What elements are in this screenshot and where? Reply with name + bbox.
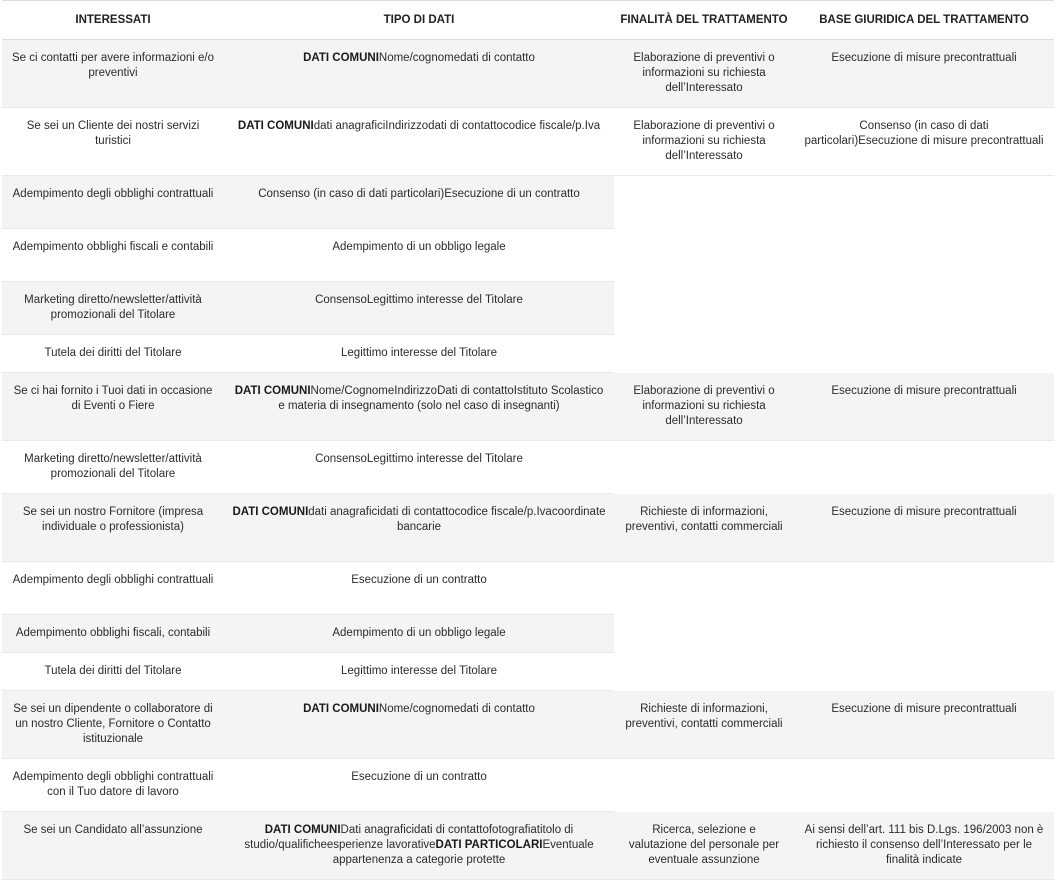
cell-interessati: Tutela dei diritti del Titolare [2,653,224,691]
cell-empty [794,176,1054,229]
cell-empty [794,653,1054,691]
cell-interessati: Se sei un dipendente o collaboratore di un nostro Cliente, Fornitore o Contatto istituzionale [2,691,224,759]
cell-tipo: ConsensoLegittimo interesse del Titolare [224,441,614,494]
cell-interessati: Se sei un Cliente dei nostri servizi turistici [2,108,224,176]
cell-finalita: Elaborazione di preventivi o informazioni su richiesta dell’Interessato [614,108,794,176]
header-finalita: FINALITÀ DEL TRATTAMENTO [614,1,794,40]
cell-tipo-text: Dati anagraficidati di contattofotografiatitolo di studio/qualificheesperienze lavorative [244,824,574,851]
tag-dati-particolari: DATI PARTICOLARI [435,839,543,851]
cell-tipo-text: dati anagraficidati di contattocodice fiscale/p.Ivacoordinate bancarie [308,506,606,533]
cell-base: Esecuzione di misure precontrattuali [794,494,1054,562]
cell-finalita: Richieste di informazioni, preventivi, contatti commerciali [614,691,794,759]
cell-empty [614,282,794,335]
cell-empty [614,335,794,373]
table-row [2,40,1054,108]
cell-empty [794,759,1054,812]
cell-empty [614,176,794,229]
cell-tipo: Consenso (in caso di dati particolari)Esecuzione di un contratto [224,176,614,229]
cell-tipo-text: Nome/CognomeIndirizzoDati di contattoIstituto Scolastico e materia di insegnamento (solo nel caso di insegnanti) [278,385,604,412]
cell-interessati: Se ci hai fornito i Tuoi dati in occasione di Eventi o Fiere [2,373,224,441]
cell-tipo-text: dati anagraficiIndirizzodati di contattocodice fiscale/p.Iva [313,120,601,132]
table-row [2,691,1054,759]
table-row [2,615,1054,653]
cell-base: Consenso (in caso di dati particolari)Esecuzione di misure precontrattuali [794,108,1054,176]
table-row [2,562,1054,615]
table-row [2,812,1054,880]
cell-tipo: Esecuzione di un contratto [224,562,614,615]
cell-finalita: Elaborazione di preventivi o informazioni su richiesta dell’Interessato [614,40,794,108]
cell-tipo: Adempimento di un obbligo legale [224,615,614,653]
cell-interessati: Adempimento degli obblighi contrattuali [2,562,224,615]
cell-tipo: ConsensoLegittimo interesse del Titolare [224,282,614,335]
cell-empty [794,615,1054,653]
cell-tipo: Legittimo interesse del Titolare [224,335,614,373]
cell-tipo: Esecuzione di un contratto [224,759,614,812]
cell-tipo [224,373,614,441]
cell-interessati: Tutela dei diritti del Titolare [2,335,224,373]
cell-tipo: Adempimento di un obbligo legale [224,229,614,282]
table-row [2,653,1054,691]
cell-interessati: Adempimento degli obblighi contrattuali con il Tuo datore di lavoro [2,759,224,812]
cell-tipo [224,812,614,880]
tag-dati-comuni: DATI COMUNI [232,506,309,518]
cell-interessati: Se sei un Candidato all’assunzione [2,812,224,880]
cell-interessati: Se sei un nostro Fornitore (impresa individuale o professionista) [2,494,224,562]
tag-dati-comuni: DATI COMUNI [234,385,311,397]
header-row [2,1,1054,40]
cell-tipo [224,40,614,108]
cell-empty [794,229,1054,282]
cell-base: Esecuzione di misure precontrattuali [794,40,1054,108]
cell-empty [794,562,1054,615]
cell-base: Esecuzione di misure precontrattuali [794,691,1054,759]
table-row [2,282,1054,335]
cell-empty [614,229,794,282]
header-base-giuridica: BASE GIURIDICA DEL TRATTAMENTO [794,1,1054,40]
cell-finalita: Elaborazione di preventivi o informazioni su richiesta dell’Interessato [614,373,794,441]
header-interessati: INTERESSATI [2,1,224,40]
cell-empty [614,441,794,494]
table-row [2,373,1054,441]
cell-tipo-text-2: Eventuale appartenenza a categorie protette [332,839,594,866]
header-tipo-di-dati: TIPO DI DATI [224,1,614,40]
cell-finalita: Richieste di informazioni, preventivi, contatti commerciali [614,494,794,562]
cell-interessati: Adempimento obblighi fiscali e contabili [2,229,224,282]
privacy-table [2,0,1054,880]
cell-interessati: Marketing diretto/newsletter/attività promozionali del Titolare [2,282,224,335]
cell-interessati: Adempimento degli obblighi contrattuali [2,176,224,229]
cell-base: Esecuzione di misure precontrattuali [794,373,1054,441]
cell-tipo [224,494,614,562]
cell-interessati: Adempimento obblighi fiscali, contabili [2,615,224,653]
tag-dati-comuni: DATI COMUNI [303,703,379,715]
table-row [2,108,1054,176]
cell-tipo [224,108,614,176]
cell-tipo [224,691,614,759]
cell-finalita: Ricerca, selezione e valutazione del personale per eventuale assunzione [614,812,794,880]
cell-empty [794,441,1054,494]
tag-dati-comuni: DATI COMUNI [303,52,379,64]
table-row [2,229,1054,282]
cell-empty [794,335,1054,373]
cell-base: Ai sensi dell’art. 111 bis D.Lgs. 196/2003 non è richiesto il consenso dell’Interessato per le finalità indicate [794,812,1054,880]
cell-empty [794,282,1054,335]
cell-interessati: Se ci contatti per avere informazioni e/o preventivi [2,40,224,108]
cell-empty [614,759,794,812]
cell-empty [614,653,794,691]
cell-tipo-text: Nome/cognomedati di contatto [378,52,535,64]
tag-dati-comuni: DATI COMUNI [264,824,341,836]
table-row [2,494,1054,562]
cell-interessati: Marketing diretto/newsletter/attività promozionali del Titolare [2,441,224,494]
cell-empty [614,562,794,615]
table-row [2,335,1054,373]
table-row [2,176,1054,229]
tag-dati-comuni: DATI COMUNI [237,120,314,132]
cell-tipo-text: Nome/cognomedati di contatto [378,703,535,715]
cell-empty [614,615,794,653]
cell-tipo: Legittimo interesse del Titolare [224,653,614,691]
table-row [2,759,1054,812]
table-row [2,441,1054,494]
